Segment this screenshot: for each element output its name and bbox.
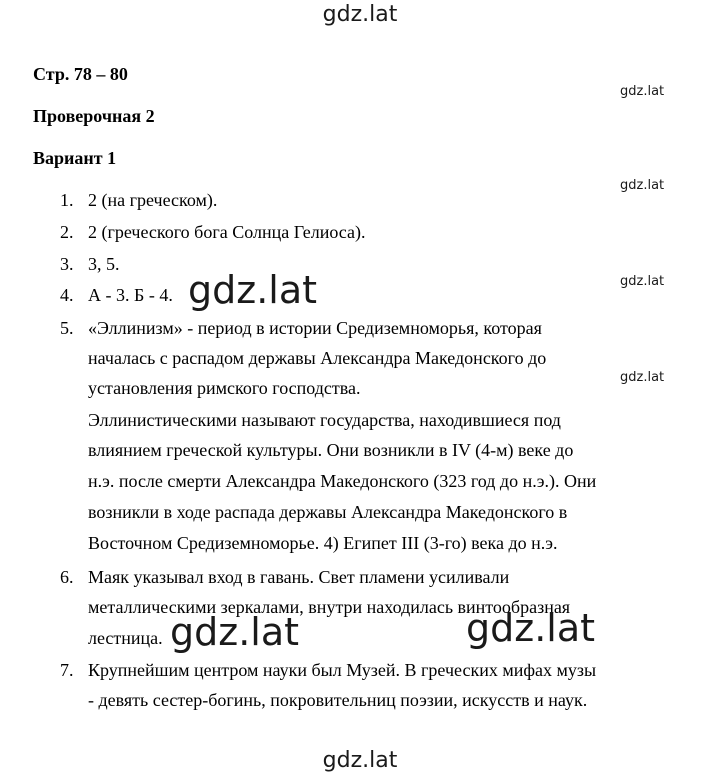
item-text-line: - девять сестер-богинь, покровительниц поэзии, искусств и наук. xyxy=(88,690,588,710)
watermark-small: gdz.lat xyxy=(620,178,665,193)
item-number: 7. xyxy=(60,660,74,680)
page-reference: Стр. 78 – 80 xyxy=(33,64,128,84)
item-text-line: 2 (греческого бога Солнца Гелиоса). xyxy=(88,222,366,242)
item-text-line: Маяк указывал вход в гавань. Свет пламени усиливали xyxy=(88,567,510,587)
item-text-line: влиянием греческой культуры. Они возникли в IV (4-м) веке до xyxy=(88,440,574,460)
item-number: 6. xyxy=(60,567,74,587)
item-text-line: металлическими зеркалами, внутри находилась винтообразная xyxy=(88,597,571,617)
item-text-line: возникли в ходе распада державы Александра Македонского в xyxy=(88,502,568,522)
test-title: Проверочная 2 xyxy=(33,106,155,126)
item-number: 1. xyxy=(60,190,74,210)
item-text-line: Крупнейшим центром науки был Музей. В греческих мифах музы xyxy=(88,660,597,680)
watermark-bottom: gdz.lat xyxy=(322,748,398,773)
item-text-line: Эллинистическими называют государства, находившиеся под xyxy=(88,410,561,430)
item-text-line: 2 (на греческом). xyxy=(88,190,218,210)
item-number: 4. xyxy=(60,285,74,305)
variant-title: Вариант 1 xyxy=(33,148,117,168)
item-text-line: н.э. после смерти Александра Македонского (323 год до н.э.). Они xyxy=(88,471,597,491)
item-text-line: «Эллинизм» - период в истории Средиземноморья, которая xyxy=(88,318,542,338)
watermark-top: gdz.lat xyxy=(322,2,398,27)
watermark-small: gdz.lat xyxy=(620,274,665,289)
item-text-line: 3, 5. xyxy=(88,254,120,274)
item-number: 5. xyxy=(60,318,74,338)
watermark-large: gdz.lat xyxy=(188,268,318,312)
item-text-line: началась с распадом державы Александра Македонского до xyxy=(88,348,547,368)
watermark-large: gdz.lat xyxy=(466,606,596,650)
item-text-line: А - 3. Б - 4. xyxy=(88,285,173,305)
watermark-small: gdz.lat xyxy=(620,370,665,385)
item-text-line: установления римского господства. xyxy=(88,378,361,398)
item-text-line: лестница. xyxy=(88,628,163,648)
item-number: 2. xyxy=(60,222,74,242)
watermark-small: gdz.lat xyxy=(620,84,665,99)
item-number: 3. xyxy=(60,254,74,274)
watermark-large: gdz.lat xyxy=(170,610,300,654)
item-text-line: Восточном Средиземноморье. 4) Египет III (3-го) века до н.э. xyxy=(88,533,558,553)
